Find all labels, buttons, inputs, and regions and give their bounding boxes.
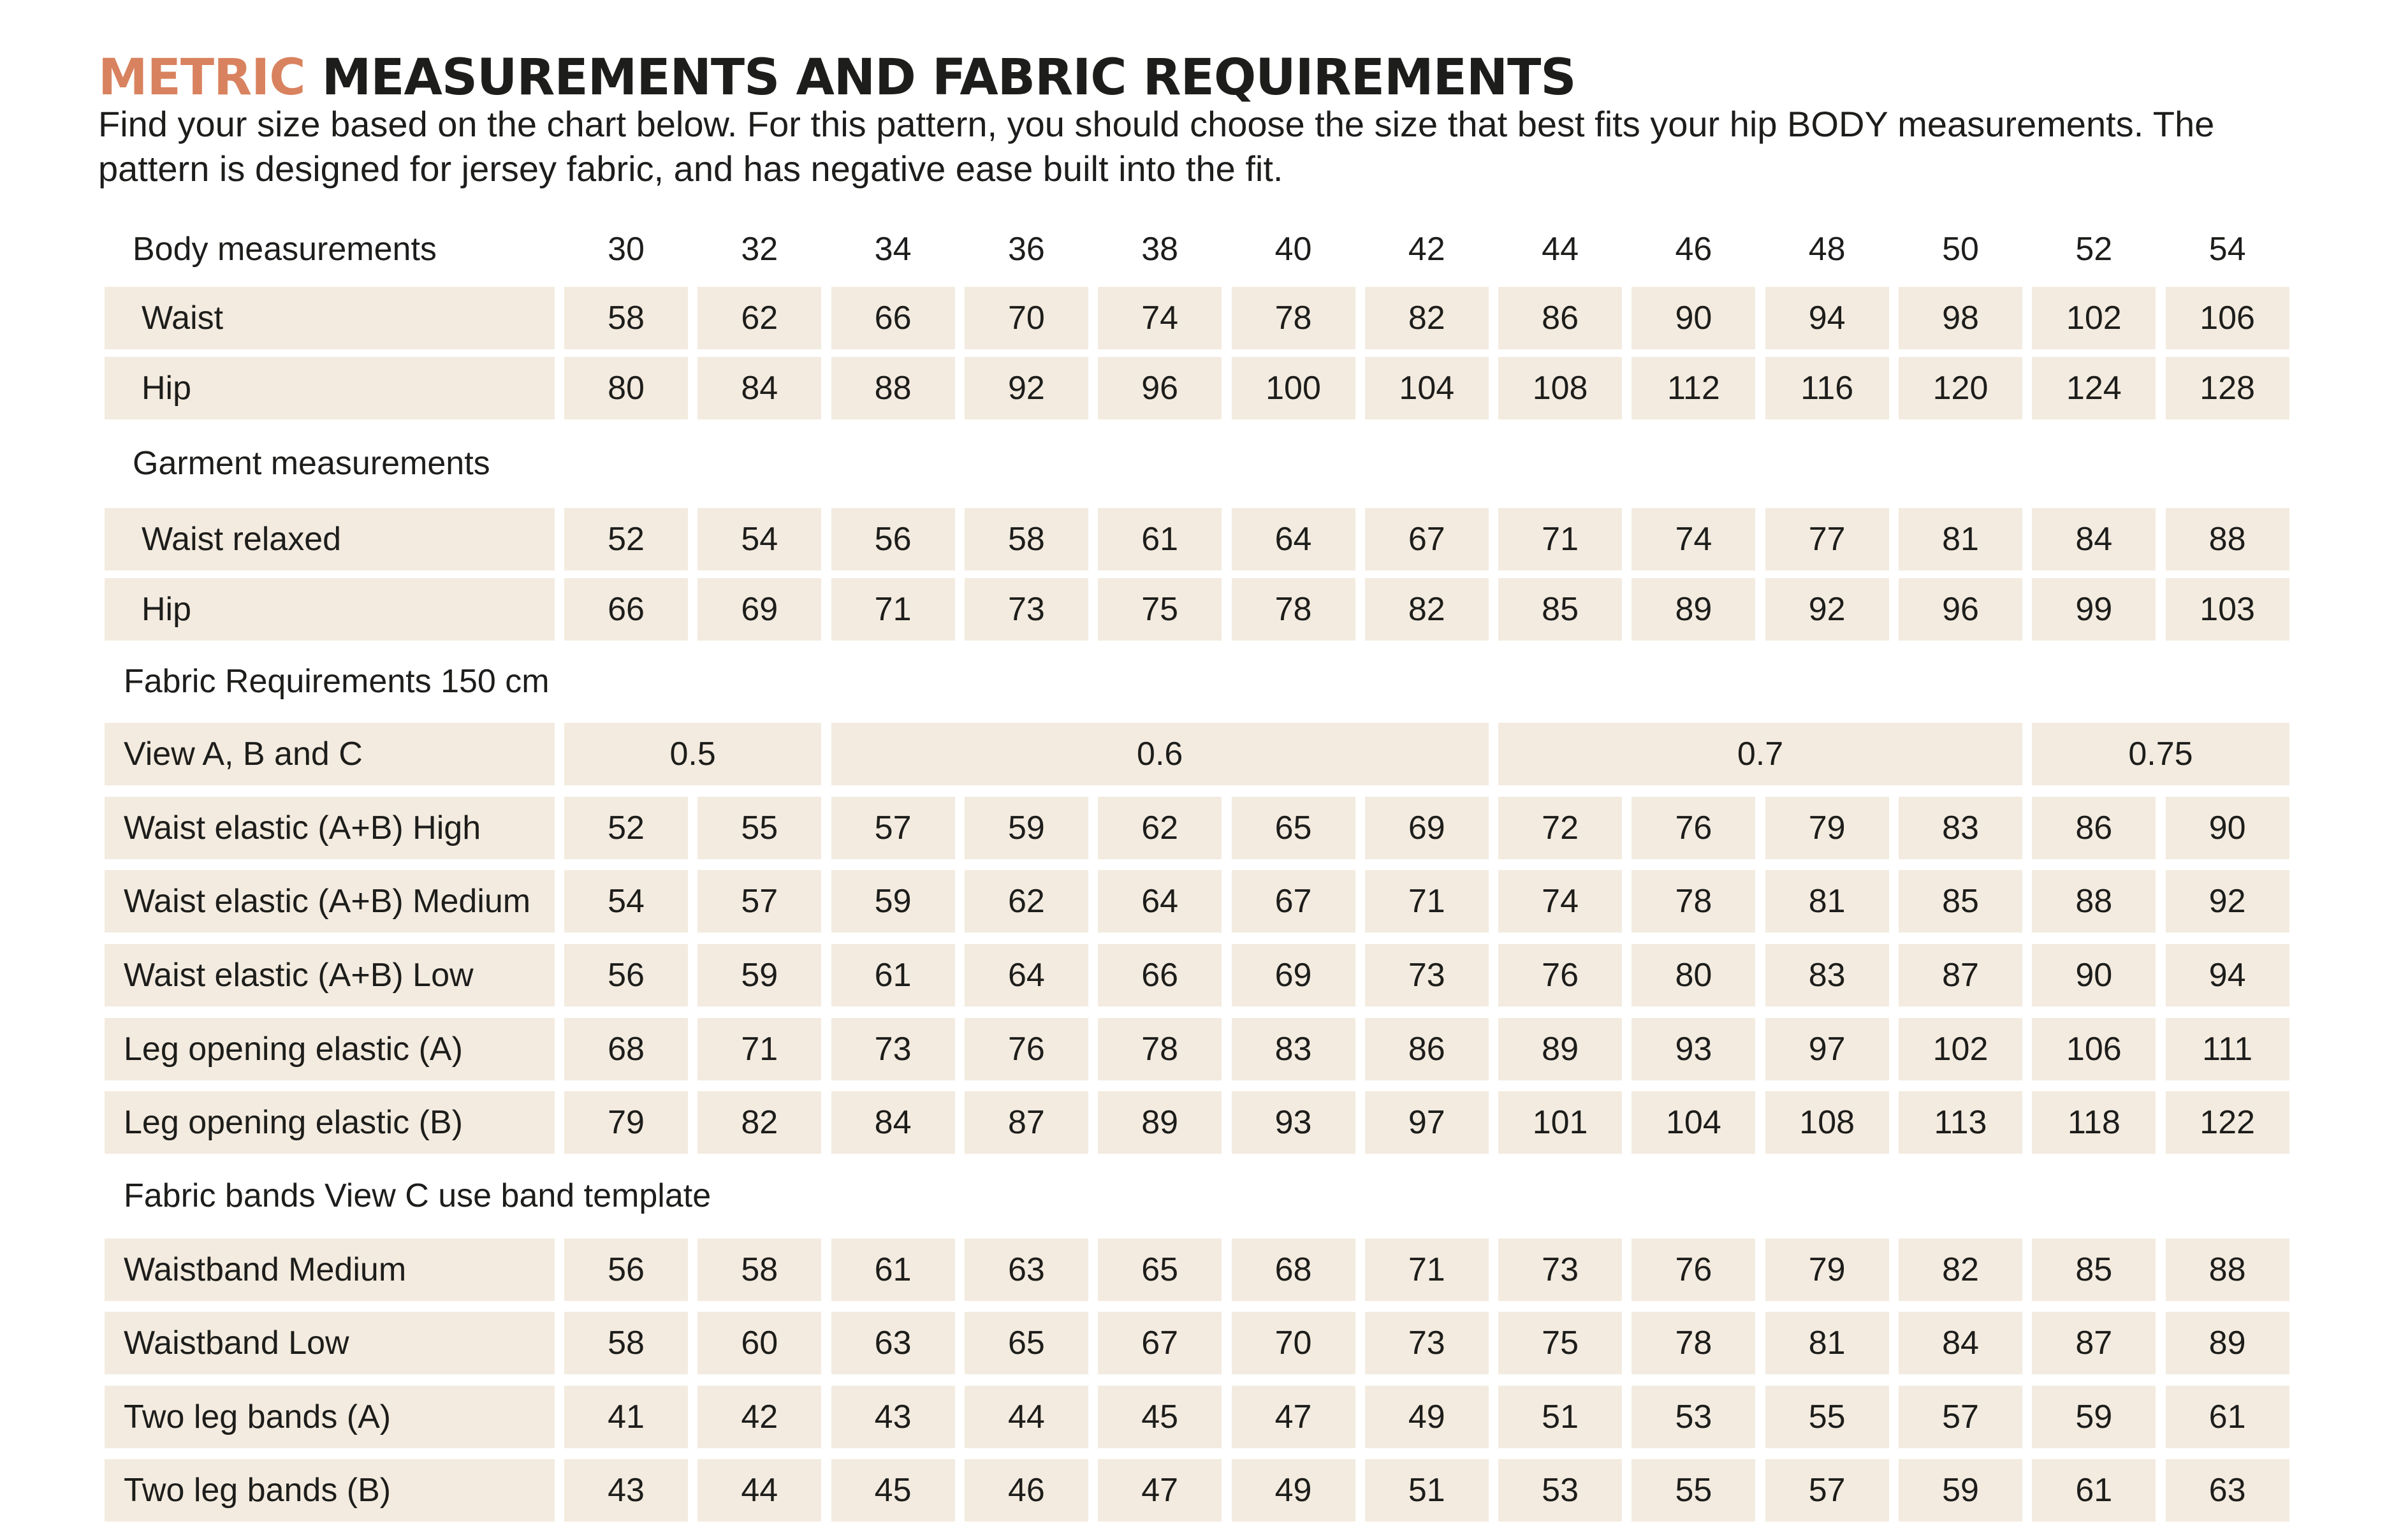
size-header: 40: [1274, 231, 1312, 268]
value-cell: 102: [1899, 1018, 2022, 1080]
value-cell: 83: [1899, 797, 2022, 859]
value-cell: 82: [1899, 1239, 2022, 1301]
value-cell: 65: [1098, 1239, 1222, 1301]
value-cell: 128: [2166, 357, 2289, 419]
value-cell: 45: [1098, 1386, 1222, 1448]
value-cell: 49: [1365, 1386, 1489, 1448]
size-header: 34: [874, 231, 912, 268]
merged-value-cell: 0.7: [1498, 723, 2022, 785]
value-cell: 106: [2032, 1018, 2156, 1080]
value-cell: 83: [1765, 944, 1889, 1006]
value-cell: 53: [1631, 1386, 1755, 1448]
value-cell: 59: [831, 870, 955, 933]
value-cell: 75: [1498, 1312, 1622, 1374]
value-cell: 62: [965, 870, 1088, 933]
value-cell: 108: [1498, 357, 1622, 419]
value-cell: 84: [831, 1091, 955, 1154]
value-cell: 56: [831, 508, 955, 570]
value-cell: 69: [1232, 944, 1355, 1006]
value-cell: 71: [697, 1018, 821, 1080]
value-cell: 61: [831, 1239, 955, 1301]
value-cell: 94: [1765, 287, 1889, 349]
value-cell: 81: [1765, 870, 1889, 933]
size-header: 42: [1408, 231, 1445, 268]
value-cell: 92: [1765, 578, 1889, 641]
value-cell: 76: [1631, 797, 1755, 859]
value-cell: 122: [2166, 1091, 2289, 1154]
value-cell: 80: [1631, 944, 1755, 1006]
size-header: 38: [1141, 231, 1179, 268]
row-label: Waist elastic (A+B) High: [105, 797, 555, 859]
value-cell: 58: [965, 508, 1088, 570]
value-cell: 81: [1765, 1312, 1889, 1374]
value-cell: 82: [1365, 578, 1489, 641]
value-cell: 84: [697, 357, 821, 419]
value-cell: 59: [697, 944, 821, 1006]
row-label: View A, B and C: [105, 723, 555, 785]
value-cell: 59: [965, 797, 1088, 859]
value-cell: 78: [1631, 870, 1755, 933]
value-cell: 102: [2032, 287, 2156, 349]
value-cell: 73: [831, 1018, 955, 1080]
value-cell: 73: [965, 578, 1088, 641]
value-cell: 76: [965, 1018, 1088, 1080]
value-cell: 41: [564, 1386, 688, 1448]
value-cell: 70: [1232, 1312, 1355, 1374]
intro-text: Find your size based on the chart below. For this pattern, you should choose the size that best fits your hip BODY measurements. The pattern is designed for jersey fabric, and has negative ease built into the fit.: [98, 104, 2215, 189]
value-cell: 62: [697, 287, 821, 349]
value-cell: 74: [1498, 870, 1622, 933]
value-cell: 64: [1098, 870, 1222, 933]
value-cell: 96: [1899, 578, 2022, 641]
value-cell: 59: [2032, 1386, 2156, 1448]
size-header: 50: [1942, 231, 1979, 268]
value-cell: 85: [1899, 870, 2022, 933]
value-cell: 78: [1232, 578, 1355, 641]
value-cell: 58: [564, 287, 688, 349]
value-cell: 92: [965, 357, 1088, 419]
value-cell: 67: [1098, 1312, 1222, 1374]
value-cell: 77: [1765, 508, 1889, 570]
value-cell: 59: [1899, 1459, 2022, 1522]
value-cell: 66: [564, 578, 688, 641]
value-cell: 74: [1631, 508, 1755, 570]
value-cell: 93: [1232, 1091, 1355, 1154]
value-cell: 61: [1098, 508, 1222, 570]
value-cell: 63: [965, 1239, 1088, 1301]
value-cell: 46: [965, 1459, 1088, 1522]
value-cell: 47: [1232, 1386, 1355, 1448]
value-cell: 54: [564, 870, 688, 933]
section-heading: Fabric Requirements 150 cm: [124, 663, 550, 700]
value-cell: 87: [2032, 1312, 2156, 1374]
value-cell: 73: [1365, 944, 1489, 1006]
value-cell: 103: [2166, 578, 2289, 641]
value-cell: 75: [1098, 578, 1222, 641]
value-cell: 112: [1631, 357, 1755, 419]
value-cell: 45: [831, 1459, 955, 1522]
size-header: 48: [1808, 231, 1846, 268]
value-cell: 89: [1098, 1091, 1222, 1154]
value-cell: 97: [1765, 1018, 1889, 1080]
value-cell: 120: [1899, 357, 2022, 419]
value-cell: 90: [2032, 944, 2156, 1006]
value-cell: 78: [1098, 1018, 1222, 1080]
value-cell: 86: [1365, 1018, 1489, 1080]
value-cell: 56: [564, 1239, 688, 1301]
value-cell: 71: [831, 578, 955, 641]
value-cell: 89: [2166, 1312, 2289, 1374]
header-label: Body measurements: [133, 231, 437, 268]
value-cell: 82: [697, 1091, 821, 1154]
value-cell: 58: [564, 1312, 688, 1374]
size-header: 32: [741, 231, 778, 268]
value-cell: 54: [697, 508, 821, 570]
value-cell: 78: [1232, 287, 1355, 349]
row-label: Hip: [105, 357, 555, 419]
value-cell: 99: [2032, 578, 2156, 641]
value-cell: 85: [1498, 578, 1622, 641]
value-cell: 64: [1232, 508, 1355, 570]
value-cell: 89: [1498, 1018, 1622, 1080]
value-cell: 90: [2166, 797, 2289, 859]
row-label: Waist elastic (A+B) Medium: [105, 870, 555, 933]
value-cell: 90: [1631, 287, 1755, 349]
value-cell: 71: [1365, 870, 1489, 933]
section-heading: Fabric bands View C use band template: [124, 1177, 712, 1214]
value-cell: 44: [697, 1459, 821, 1522]
value-cell: 68: [564, 1018, 688, 1080]
value-cell: 86: [1498, 287, 1622, 349]
value-cell: 101: [1498, 1091, 1622, 1154]
value-cell: 72: [1498, 797, 1622, 859]
value-cell: 79: [564, 1091, 688, 1154]
value-cell: 113: [1899, 1091, 2022, 1154]
size-header: 36: [1007, 231, 1045, 268]
value-cell: 76: [1631, 1239, 1755, 1301]
value-cell: 104: [1365, 357, 1489, 419]
value-cell: 56: [564, 944, 688, 1006]
title-accent: METRIC: [98, 49, 305, 106]
row-label: Waistband Low: [105, 1312, 555, 1374]
value-cell: 124: [2032, 357, 2156, 419]
value-cell: 67: [1232, 870, 1355, 933]
value-cell: 70: [965, 287, 1088, 349]
row-label: Hip: [105, 578, 555, 641]
row-label: Waist relaxed: [105, 508, 555, 570]
row-label: Waist elastic (A+B) Low: [105, 944, 555, 1006]
value-cell: 116: [1765, 357, 1889, 419]
value-cell: 65: [965, 1312, 1088, 1374]
value-cell: 104: [1631, 1091, 1755, 1154]
value-cell: 111: [2166, 1018, 2289, 1080]
value-cell: 93: [1631, 1018, 1755, 1080]
value-cell: 79: [1765, 797, 1889, 859]
value-cell: 87: [1899, 944, 2022, 1006]
value-cell: 87: [965, 1091, 1088, 1154]
value-cell: 43: [831, 1386, 955, 1448]
value-cell: 57: [1765, 1459, 1889, 1522]
value-cell: 92: [2166, 870, 2289, 933]
size-header: 54: [2208, 231, 2246, 268]
value-cell: 55: [1631, 1459, 1755, 1522]
value-cell: 57: [697, 870, 821, 933]
value-cell: 88: [831, 357, 955, 419]
value-cell: 68: [1232, 1239, 1355, 1301]
value-cell: 84: [2032, 508, 2156, 570]
value-cell: 73: [1365, 1312, 1489, 1374]
value-cell: 81: [1899, 508, 2022, 570]
value-cell: 71: [1498, 508, 1622, 570]
value-cell: 106: [2166, 287, 2289, 349]
merged-value-cell: 0.5: [564, 723, 821, 785]
value-cell: 69: [1365, 797, 1489, 859]
value-cell: 55: [697, 797, 821, 859]
row-label: Two leg bands (A): [105, 1386, 555, 1448]
value-cell: 96: [1098, 357, 1222, 419]
value-cell: 58: [697, 1239, 821, 1301]
value-cell: 44: [965, 1386, 1088, 1448]
value-cell: 63: [831, 1312, 955, 1374]
merged-value-cell: 0.6: [831, 723, 1489, 785]
value-cell: 71: [1365, 1239, 1489, 1301]
value-cell: 51: [1498, 1386, 1622, 1448]
row-label: Waistband Medium: [105, 1239, 555, 1301]
value-cell: 62: [1098, 797, 1222, 859]
value-cell: 83: [1232, 1018, 1355, 1080]
value-cell: 94: [2166, 944, 2289, 1006]
value-cell: 47: [1098, 1459, 1222, 1522]
value-cell: 88: [2166, 1239, 2289, 1301]
value-cell: 53: [1498, 1459, 1622, 1522]
value-cell: 108: [1765, 1091, 1889, 1154]
value-cell: 79: [1765, 1239, 1889, 1301]
value-cell: 55: [1765, 1386, 1889, 1448]
size-header: 46: [1675, 231, 1712, 268]
value-cell: 57: [1899, 1386, 2022, 1448]
size-header: 30: [608, 231, 645, 268]
value-cell: 84: [1899, 1312, 2022, 1374]
value-cell: 82: [1365, 287, 1489, 349]
value-cell: 86: [2032, 797, 2156, 859]
value-cell: 52: [564, 508, 688, 570]
value-cell: 85: [2032, 1239, 2156, 1301]
value-cell: 80: [564, 357, 688, 419]
value-cell: 67: [1365, 508, 1489, 570]
value-cell: 64: [965, 944, 1088, 1006]
value-cell: 88: [2032, 870, 2156, 933]
value-cell: 73: [1498, 1239, 1622, 1301]
section-heading: Garment measurements: [133, 445, 490, 482]
value-cell: 65: [1232, 797, 1355, 859]
value-cell: 61: [2166, 1386, 2289, 1448]
value-cell: 74: [1098, 287, 1222, 349]
row-label: Two leg bands (B): [105, 1459, 555, 1522]
value-cell: 78: [1631, 1312, 1755, 1374]
value-cell: 76: [1498, 944, 1622, 1006]
size-header: 44: [1542, 231, 1579, 268]
value-cell: 97: [1365, 1091, 1489, 1154]
value-cell: 51: [1365, 1459, 1489, 1522]
value-cell: 89: [1631, 578, 1755, 641]
value-cell: 100: [1232, 357, 1355, 419]
value-cell: 98: [1899, 287, 2022, 349]
value-cell: 63: [2166, 1459, 2289, 1522]
row-label: Leg opening elastic (A): [105, 1018, 555, 1080]
value-cell: 49: [1232, 1459, 1355, 1522]
value-cell: 69: [697, 578, 821, 641]
value-cell: 42: [697, 1386, 821, 1448]
merged-value-cell: 0.75: [2032, 723, 2289, 785]
row-label: Leg opening elastic (B): [105, 1091, 555, 1154]
value-cell: 60: [697, 1312, 821, 1374]
value-cell: 118: [2032, 1091, 2156, 1154]
value-cell: 66: [831, 287, 955, 349]
value-cell: 61: [831, 944, 955, 1006]
value-cell: 43: [564, 1459, 688, 1522]
row-label: Waist: [105, 287, 555, 349]
title-rest: MEASUREMENTS AND FABRIC REQUIREMENTS: [321, 49, 1576, 106]
value-cell: 52: [564, 797, 688, 859]
value-cell: 66: [1098, 944, 1222, 1006]
size-header: 52: [2075, 231, 2113, 268]
value-cell: 88: [2166, 508, 2289, 570]
value-cell: 61: [2032, 1459, 2156, 1522]
value-cell: 57: [831, 797, 955, 859]
